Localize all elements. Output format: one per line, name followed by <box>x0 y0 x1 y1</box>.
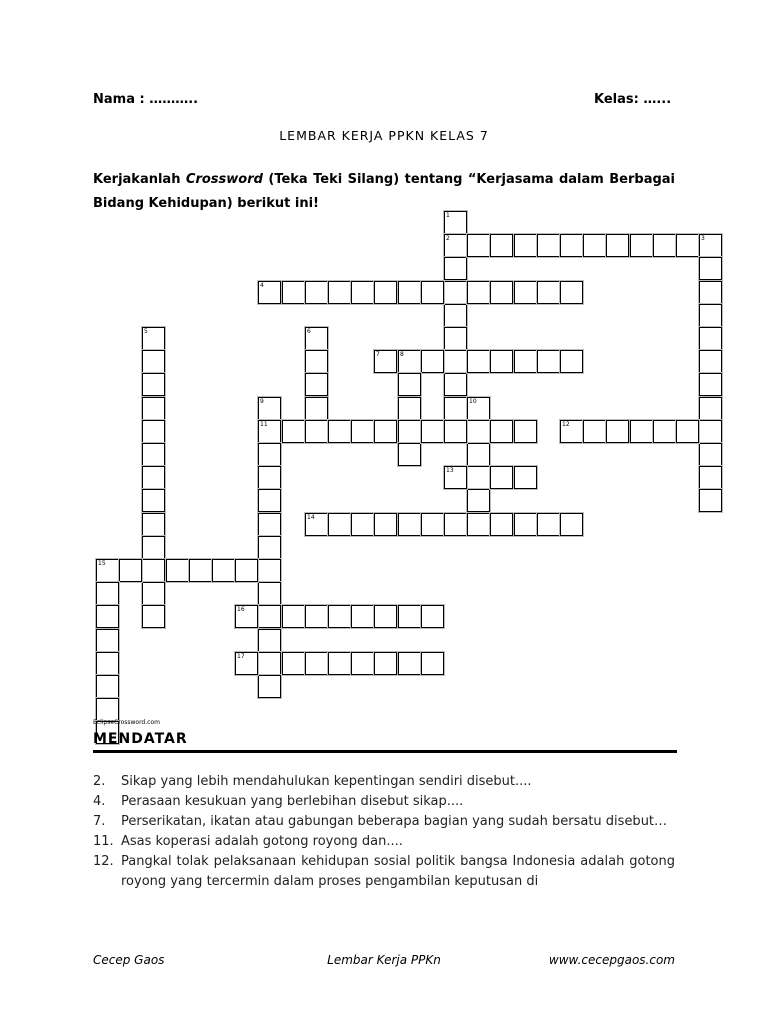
crossword-cell[interactable] <box>259 490 280 511</box>
crossword-cell[interactable] <box>306 282 327 303</box>
clue-text: Asas koperasi adalah gotong royong dan.... <box>121 834 403 849</box>
clue-item <box>93 812 675 832</box>
crossword-cell[interactable] <box>468 421 489 442</box>
crossword-cell[interactable] <box>283 421 304 442</box>
crossword-cell[interactable] <box>143 583 164 604</box>
crossword-cell[interactable] <box>306 374 327 395</box>
crossword-cell[interactable] <box>143 398 164 419</box>
crossword-cell[interactable] <box>700 235 721 256</box>
clue-number-label: 2 <box>446 235 450 242</box>
crossword-cell[interactable] <box>515 351 536 372</box>
crossword-cell[interactable] <box>700 328 721 349</box>
crossword-cell[interactable] <box>236 606 257 627</box>
crossword-cell[interactable] <box>561 282 582 303</box>
clue-text: Sikap yang lebih mendahulukan kepentingan sendiri disebut.... <box>121 774 532 789</box>
crossword-cell[interactable] <box>700 374 721 395</box>
footer-author: Cecep Gaos <box>93 953 165 967</box>
crossword-cell[interactable] <box>445 328 466 349</box>
crossword-cell[interactable] <box>445 305 466 326</box>
crossword-cell[interactable] <box>259 653 280 674</box>
clue-number: 12. <box>93 854 114 869</box>
crossword-cell[interactable] <box>538 235 559 256</box>
crossword-cell[interactable] <box>700 351 721 372</box>
crossword-cell[interactable] <box>190 560 211 581</box>
crossword-cell[interactable] <box>445 351 466 372</box>
crossword-cell[interactable] <box>491 421 512 442</box>
crossword-cell[interactable] <box>306 328 327 349</box>
crossword-cell[interactable] <box>445 467 466 488</box>
crossword-cell[interactable] <box>97 699 118 720</box>
instruction-italic: Crossword <box>185 172 263 187</box>
crossword-credit: EclipseCrossword.com <box>93 719 160 726</box>
crossword-cell[interactable] <box>515 467 536 488</box>
instruction-after: (Teka Teki Silang) tentang “Kerjasama dalam Berbagai Bidang Kehidupan) berikut ini! <box>93 172 676 211</box>
crossword-cell[interactable] <box>375 282 396 303</box>
crossword-cell[interactable] <box>584 421 605 442</box>
crossword-cell[interactable] <box>97 560 118 581</box>
crossword-cell[interactable] <box>654 421 675 442</box>
crossword-cell[interactable] <box>329 421 350 442</box>
worksheet-title: LEMBAR KERJA PPKN KELAS 7 <box>279 128 489 143</box>
crossword-cell[interactable] <box>143 490 164 511</box>
crossword-cell[interactable] <box>329 606 350 627</box>
crossword-cell[interactable] <box>561 351 582 372</box>
crossword-cell[interactable] <box>283 606 304 627</box>
crossword-cell[interactable] <box>399 421 420 442</box>
crossword-cell[interactable] <box>399 398 420 419</box>
crossword-cell[interactable] <box>259 560 280 581</box>
crossword-cell[interactable] <box>445 282 466 303</box>
crossword-cell[interactable] <box>491 351 512 372</box>
crossword-cell[interactable] <box>352 514 373 535</box>
crossword-cell[interactable] <box>631 421 652 442</box>
crossword-cell[interactable] <box>468 467 489 488</box>
crossword-cell[interactable] <box>491 514 512 535</box>
crossword-cell[interactable] <box>259 282 280 303</box>
crossword-cell[interactable] <box>468 351 489 372</box>
crossword-cell[interactable] <box>445 421 466 442</box>
crossword-cell[interactable] <box>97 583 118 604</box>
clue-number: 4. <box>93 794 106 809</box>
crossword-cell[interactable] <box>491 235 512 256</box>
crossword-cell[interactable] <box>399 374 420 395</box>
crossword-cell[interactable] <box>422 282 443 303</box>
crossword-cell[interactable] <box>422 514 443 535</box>
crossword-cell[interactable] <box>399 514 420 535</box>
clue-number-label: 1 <box>446 212 450 219</box>
crossword-cell[interactable] <box>352 606 373 627</box>
crossword-cell[interactable] <box>283 653 304 674</box>
crossword-cell[interactable] <box>445 258 466 279</box>
crossword-cell[interactable] <box>399 282 420 303</box>
clue-number-label: 9 <box>260 398 264 405</box>
clue-number-label: 8 <box>400 351 404 358</box>
crossword-cell[interactable] <box>143 537 164 558</box>
crossword-cell[interactable] <box>445 398 466 419</box>
clue-number-label: 5 <box>144 328 148 335</box>
crossword-cell[interactable] <box>677 235 698 256</box>
crossword-cell[interactable] <box>399 606 420 627</box>
crossword-cell[interactable] <box>143 606 164 627</box>
clue-text: Perserikatan, ikatan atau gabungan beberapa bagian yang sudah bersatu disebut… <box>121 814 668 829</box>
crossword-cell[interactable] <box>538 282 559 303</box>
crossword-cell[interactable] <box>329 282 350 303</box>
crossword-cell[interactable] <box>700 421 721 442</box>
crossword-cell[interactable] <box>515 421 536 442</box>
clue-number-label: 13 <box>446 467 454 474</box>
crossword-cell[interactable] <box>700 398 721 419</box>
crossword-cell[interactable] <box>515 282 536 303</box>
crossword-cell[interactable] <box>143 328 164 349</box>
crossword-cell[interactable] <box>97 606 118 627</box>
clue-item <box>93 772 675 792</box>
crossword-cell[interactable] <box>491 467 512 488</box>
name-field-label: Nama : ……….. <box>93 92 199 107</box>
crossword-cell[interactable] <box>259 630 280 651</box>
crossword-cell[interactable] <box>468 235 489 256</box>
crossword-cell[interactable] <box>700 490 721 511</box>
crossword-cell[interactable] <box>445 212 466 233</box>
crossword-cell[interactable] <box>700 444 721 465</box>
instruction-before: Kerjakanlah <box>93 172 186 187</box>
clue-item <box>93 852 675 892</box>
crossword-cell[interactable] <box>236 653 257 674</box>
clue-number-label: 16 <box>237 606 245 613</box>
crossword-cell[interactable] <box>259 583 280 604</box>
crossword-cell[interactable] <box>143 514 164 535</box>
crossword-cell[interactable] <box>143 467 164 488</box>
crossword-cell[interactable] <box>375 421 396 442</box>
clue-number: 11. <box>93 834 114 849</box>
crossword-cell[interactable] <box>306 653 327 674</box>
crossword-cell[interactable] <box>259 676 280 697</box>
crossword-cell[interactable] <box>561 235 582 256</box>
crossword-cell[interactable] <box>143 421 164 442</box>
crossword-cell[interactable] <box>375 351 396 372</box>
crossword-cell[interactable] <box>422 653 443 674</box>
crossword-cell[interactable] <box>236 560 257 581</box>
crossword-cell[interactable] <box>538 514 559 535</box>
crossword-cell[interactable] <box>375 606 396 627</box>
crossword-cell[interactable] <box>306 514 327 535</box>
crossword-cell[interactable] <box>445 235 466 256</box>
clue-list <box>93 772 675 892</box>
crossword-cell[interactable] <box>468 444 489 465</box>
crossword-cell[interactable] <box>352 653 373 674</box>
crossword-cell[interactable] <box>306 351 327 372</box>
crossword-cell[interactable] <box>422 421 443 442</box>
clue-number-label: 10 <box>469 398 477 405</box>
clue-number-label: 6 <box>307 328 311 335</box>
crossword-cell[interactable] <box>700 258 721 279</box>
crossword-cell[interactable] <box>700 467 721 488</box>
crossword-cell[interactable] <box>422 606 443 627</box>
crossword-cell[interactable] <box>468 490 489 511</box>
crossword-cell[interactable] <box>306 421 327 442</box>
crossword-cell[interactable] <box>515 235 536 256</box>
footer-doc-title: Lembar Kerja PPKn <box>327 953 441 967</box>
crossword-cell[interactable] <box>491 282 512 303</box>
clue-number: 7. <box>93 814 106 829</box>
crossword-cell[interactable] <box>143 444 164 465</box>
crossword-cell[interactable] <box>677 421 698 442</box>
crossword-cell[interactable] <box>259 421 280 442</box>
crossword-cell[interactable] <box>259 467 280 488</box>
crossword-cell[interactable] <box>375 514 396 535</box>
clue-text: Perasaan kesukuan yang berlebihan disebut sikap.... <box>121 794 464 809</box>
crossword-cell[interactable] <box>329 653 350 674</box>
class-field-label: Kelas: …... <box>594 92 672 107</box>
crossword-cell[interactable] <box>259 398 280 419</box>
crossword-cell[interactable] <box>143 374 164 395</box>
crossword-cell[interactable] <box>259 514 280 535</box>
crossword-cell[interactable] <box>399 444 420 465</box>
crossword-cell[interactable] <box>607 421 628 442</box>
crossword-cell[interactable] <box>97 676 118 697</box>
crossword-cell[interactable] <box>283 282 304 303</box>
crossword-cell[interactable] <box>399 351 420 372</box>
clue-number-label: 7 <box>376 351 380 358</box>
crossword-cell[interactable] <box>445 514 466 535</box>
clue-number-label: 15 <box>98 560 106 567</box>
clue-number-label: 11 <box>260 421 268 428</box>
crossword-cell[interactable] <box>329 514 350 535</box>
crossword-cell[interactable] <box>375 653 396 674</box>
crossword-cell[interactable] <box>468 282 489 303</box>
crossword-cell[interactable] <box>654 235 675 256</box>
clue-number-label: 17 <box>237 653 245 660</box>
crossword-cell[interactable] <box>120 560 141 581</box>
crossword-cell[interactable] <box>631 235 652 256</box>
crossword-cell[interactable] <box>607 235 628 256</box>
crossword-cell[interactable] <box>259 537 280 558</box>
crossword-cell[interactable] <box>561 421 582 442</box>
clue-number: 2. <box>93 774 106 789</box>
crossword-cell[interactable] <box>143 351 164 372</box>
crossword-cell[interactable] <box>97 653 118 674</box>
crossword-cell[interactable] <box>213 560 234 581</box>
crossword-cell[interactable] <box>515 514 536 535</box>
crossword-cell[interactable] <box>700 282 721 303</box>
crossword-cell[interactable] <box>259 444 280 465</box>
crossword-cell[interactable] <box>468 514 489 535</box>
crossword-cell[interactable] <box>700 305 721 326</box>
clue-number-label: 14 <box>307 514 315 521</box>
crossword-cell[interactable] <box>422 351 443 372</box>
section-title-mendatar: MENDATAR <box>93 731 188 747</box>
crossword-cell[interactable] <box>97 630 118 651</box>
crossword-cell[interactable] <box>259 606 280 627</box>
crossword-cell[interactable] <box>167 560 188 581</box>
clue-item <box>93 792 675 812</box>
crossword-cell[interactable] <box>561 514 582 535</box>
crossword-cell[interactable] <box>445 374 466 395</box>
crossword-cell[interactable] <box>352 282 373 303</box>
crossword-cell[interactable] <box>306 398 327 419</box>
crossword-cell[interactable] <box>306 606 327 627</box>
clue-text: Pangkal tolak pelaksanaan kehidupan sosial politik bangsa Indonesia adalah gotong royong yang tercermin dalam proses pengambilan keputusan di <box>121 854 675 889</box>
crossword-cell[interactable] <box>143 560 164 581</box>
clue-number-label: 3 <box>701 235 705 242</box>
crossword-cell[interactable] <box>352 421 373 442</box>
clue-item <box>93 832 675 852</box>
crossword-cell[interactable] <box>468 398 489 419</box>
section-divider <box>93 750 677 753</box>
footer-website: www.cecepgaos.com <box>548 953 675 967</box>
crossword-cell[interactable] <box>538 351 559 372</box>
clue-number-label: 12 <box>562 421 570 428</box>
clue-number-label: 4 <box>260 282 264 289</box>
crossword-cell[interactable] <box>584 235 605 256</box>
crossword-cell[interactable] <box>399 653 420 674</box>
